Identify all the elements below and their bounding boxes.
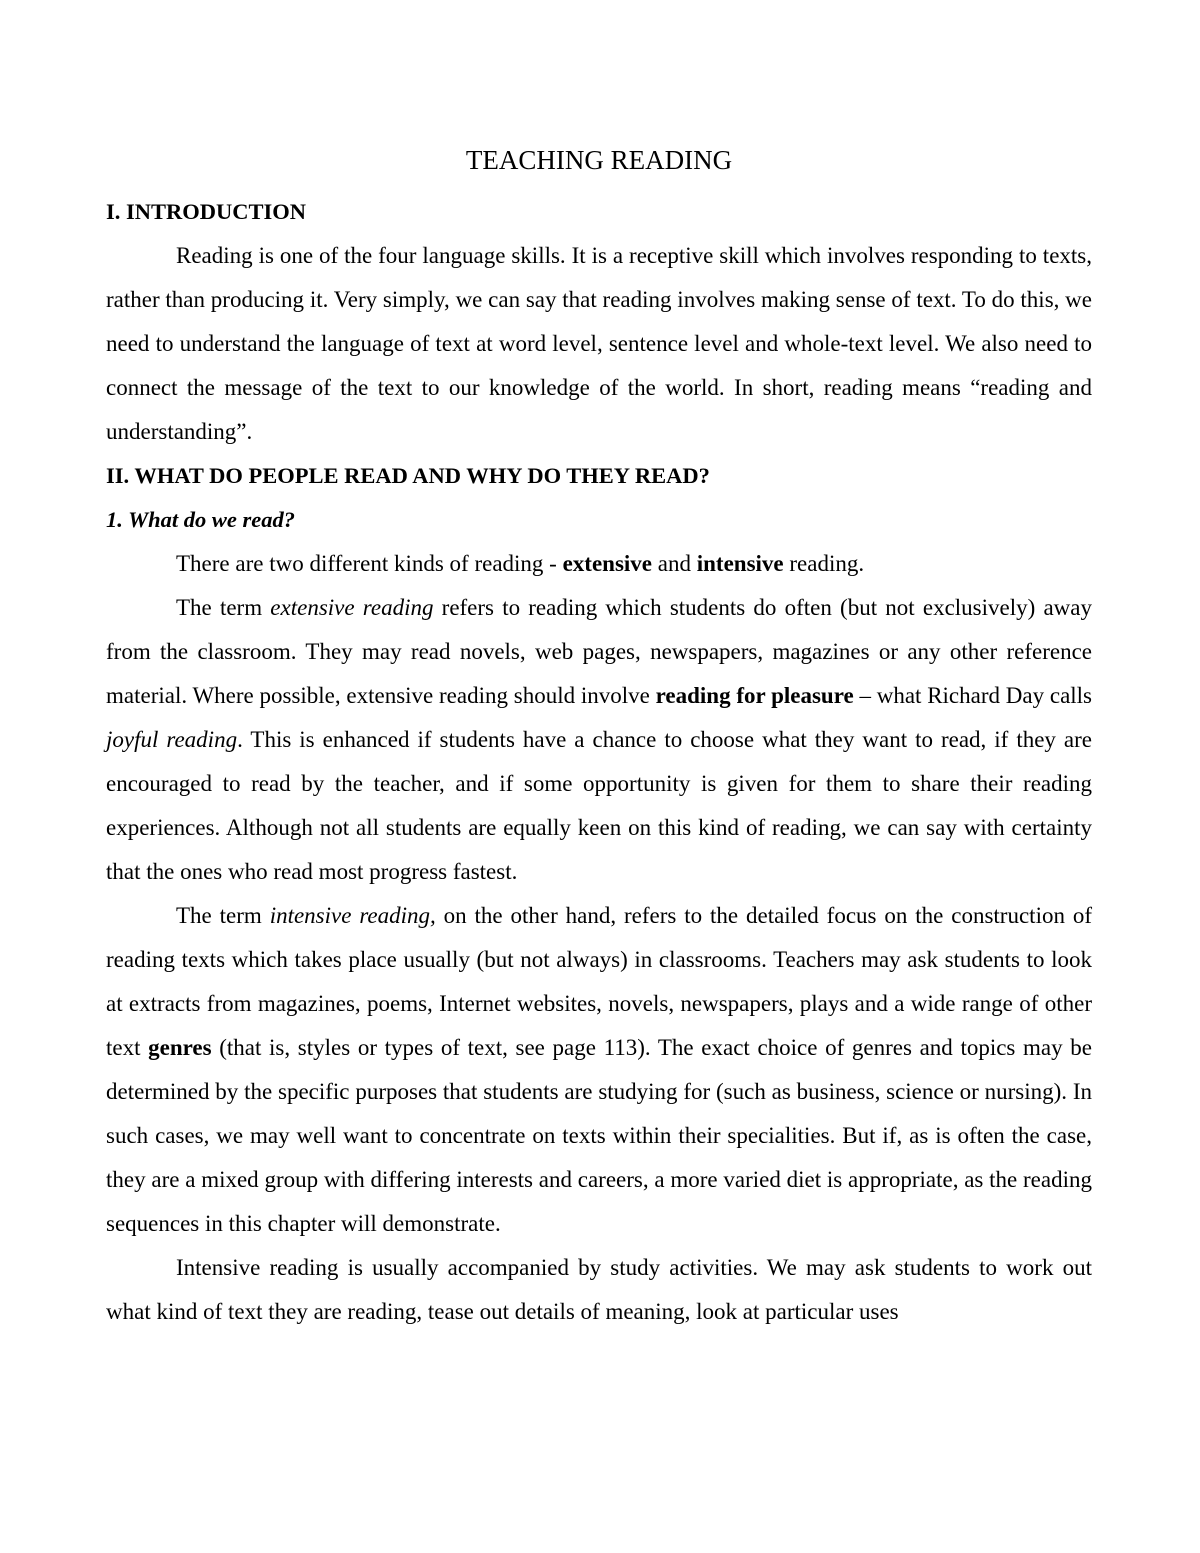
extensive-reading-term: extensive reading: [270, 595, 434, 620]
extensive-reading-paragraph: [106, 586, 1092, 894]
text-run: . This is enhanced if students have a chance to choose what they want to read, if they are encouraged to read by the teacher, and if some opportunity is given for them to share their reading experiences. Although not all students are equally keen on this kind of reading, we can say with certainty that the ones who read most progress fastest.: [106, 727, 1093, 884]
text-run: – what Richard Day calls: [853, 683, 1093, 708]
intensive-reading-paragraph: [106, 894, 1092, 1246]
text-run: The term: [176, 595, 271, 620]
subsection-heading-what-do-we-read: 1. What do we read?: [106, 507, 295, 532]
introduction-paragraph: Reading is one of the four language skills. It is a receptive skill which involves responding to texts, rather than producing it. Very simply, we can say that reading involves making sense of text. To do this, we need to understand the language of text at word level, sentence level and whole-text level. We also need to connect the message of the text to our knowledge of the world. In short, reading means “reading and understanding”.: [106, 243, 1092, 444]
document-page: [106, 140, 1092, 1334]
text-run: (that is, styles or types of text, see page 113). The exact choice of genres and topics may be determined by the specific purposes that students are studying for (such as business, science or nursing). In such cases, we may well want to concentrate on texts within their specialities. But if, as is often the case, they are a mixed group with differing interests and careers, a more varied diet is appropriate, as the reading sequences in this chapter will demonstrate.: [106, 1035, 1092, 1236]
text-run: reading.: [783, 551, 865, 576]
document-title: TEACHING READING: [465, 145, 733, 175]
joyful-reading-term: joyful reading: [106, 727, 238, 752]
genres-term: genres: [148, 1035, 212, 1060]
intensive-term: intensive: [696, 551, 784, 576]
text-run: and: [652, 551, 697, 576]
reading-for-pleasure-term: reading for pleasure: [655, 683, 854, 708]
text-run: on the other hand, refers to the detailed focus on the construction of reading texts which takes place usually (but not always) in classrooms. Teachers may ask students to look at extracts from magazines, poems, Internet websites, novels, newspapers, plays and a wide range of other text: [106, 903, 1092, 1060]
text-run: There are two different kinds of reading -: [176, 551, 563, 576]
section-heading-introduction: I. INTRODUCTION: [106, 199, 307, 224]
kinds-of-reading-paragraph: [106, 542, 1092, 586]
intensive-reading-term: intensive reading,: [269, 903, 436, 928]
extensive-term: extensive: [562, 551, 653, 576]
text-run: refers to reading which students do often (but not exclusively) away from the classroom. They may read novels, web pages, newspapers, magazines or any other reference material. Where possible, extensive reading should involve: [106, 595, 1092, 708]
text-run: The term: [176, 903, 270, 928]
study-activities-paragraph: Intensive reading is usually accompanied by study activities. We may ask students to work out what kind of text they are reading, tease out details of meaning, look at particular uses: [106, 1255, 1092, 1324]
section-heading-what-do-people-read: II. WHAT DO PEOPLE READ AND WHY DO THEY READ?: [106, 463, 710, 488]
